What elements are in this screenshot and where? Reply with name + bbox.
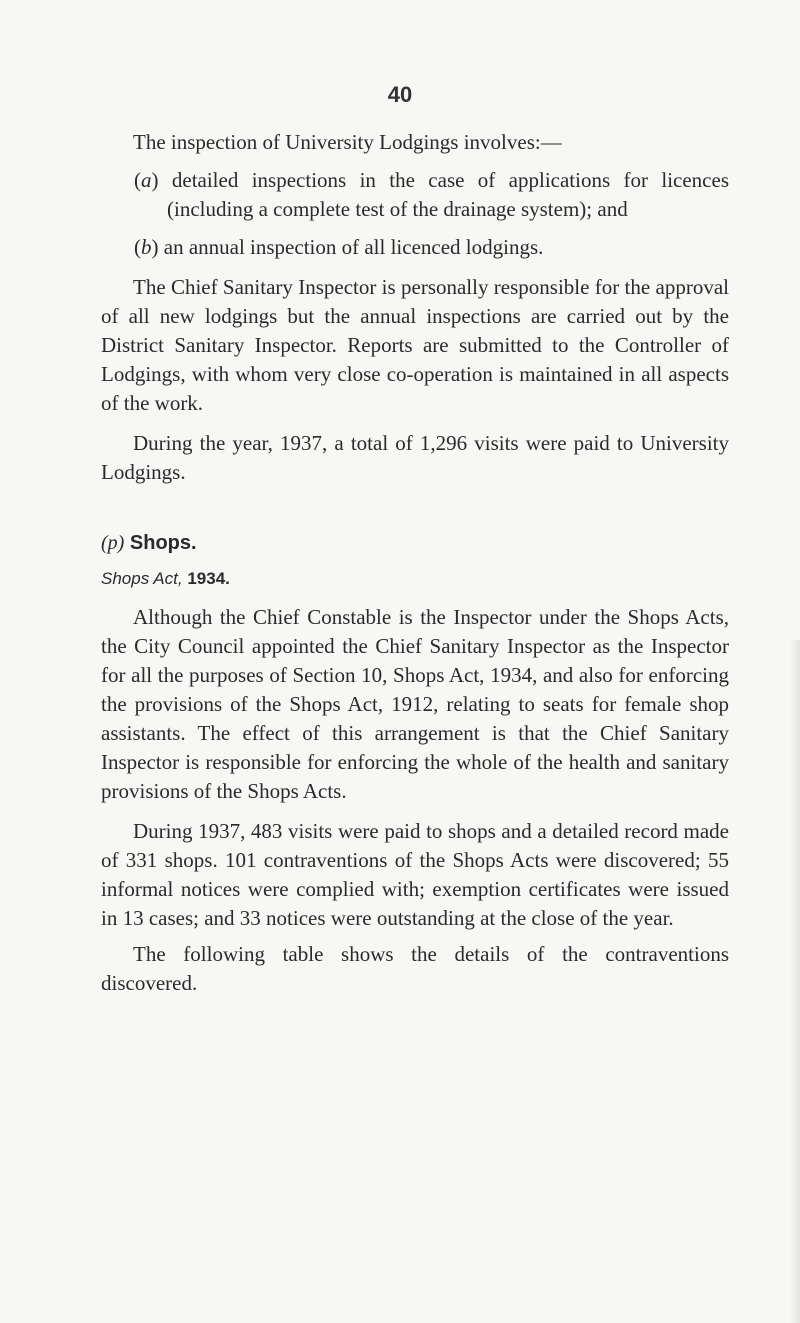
section-heading-shops <box>101 529 729 558</box>
section-title: Shops. <box>129 532 197 554</box>
list-item-a-text: detailed inspections in the case of applications for licences (including a complete test of the drainage system); and <box>167 168 729 221</box>
act-name: Shops Act, <box>101 569 183 588</box>
act-subheading <box>101 564 729 593</box>
list-item-b: (b) an annual inspection of all licenced lodgings. <box>134 235 544 259</box>
intro-paragraph: The inspection of University Lodgings involves:— <box>133 130 562 154</box>
paragraph-approval: The Chief Sanitary Inspector is personally responsible for the approval of all new lodgings but the annual inspections are carried out by the District Sanitary Inspector. Reports are submitted to the Controller of Lodgings, with whom very close co-operation is maintained in all aspects of the work. <box>101 275 729 415</box>
paragraph-shop-visits: During 1937, 483 visits were paid to shops and a detailed record made of 331 shops. 101 contraventions of the Shops Acts were discovered; 55 informal notices were complied with; exemption certificates were issued in 13 cases; and 33 notices were outstanding at the close of the year. <box>101 819 729 930</box>
paragraph-inspector-arrangement: Although the Chief Constable is the Inspector under the Shops Acts, the City Council appointed the Chief Sanitary Inspector as the Inspector for all the purposes of Section 10, Shops Act, 1934, and also for enforcing the provisions of the Shops Act, 1912, relating to seats for female shop assistants. The effect of this arrangement is that the Chief Sanitary Inspector is responsible for enforcing the whole of the health and sanitary provisions of the Shops Acts. <box>101 605 729 803</box>
list-item-a: (a) detailed inspections in the case of applications for licences (including a complete test of the drainage system); and <box>134 168 729 221</box>
list-item-a-marker: a <box>141 168 152 192</box>
section-letter: (p) <box>101 532 125 554</box>
paragraph-table-intro: The following table shows the details of the contraventions discovered. <box>101 942 729 995</box>
page-edge-shadow <box>790 640 800 1323</box>
list-item-b-text: an annual inspection of all licenced lodgings. <box>163 235 544 259</box>
list-item-b-marker: b <box>141 235 152 259</box>
paragraph-lodging-visits: During the year, 1937, a total of 1,296 visits were paid to University Lodgings. <box>101 431 729 484</box>
page-number: 40 <box>387 82 413 107</box>
act-year: 1934. <box>187 569 230 588</box>
page-body <box>101 128 729 998</box>
